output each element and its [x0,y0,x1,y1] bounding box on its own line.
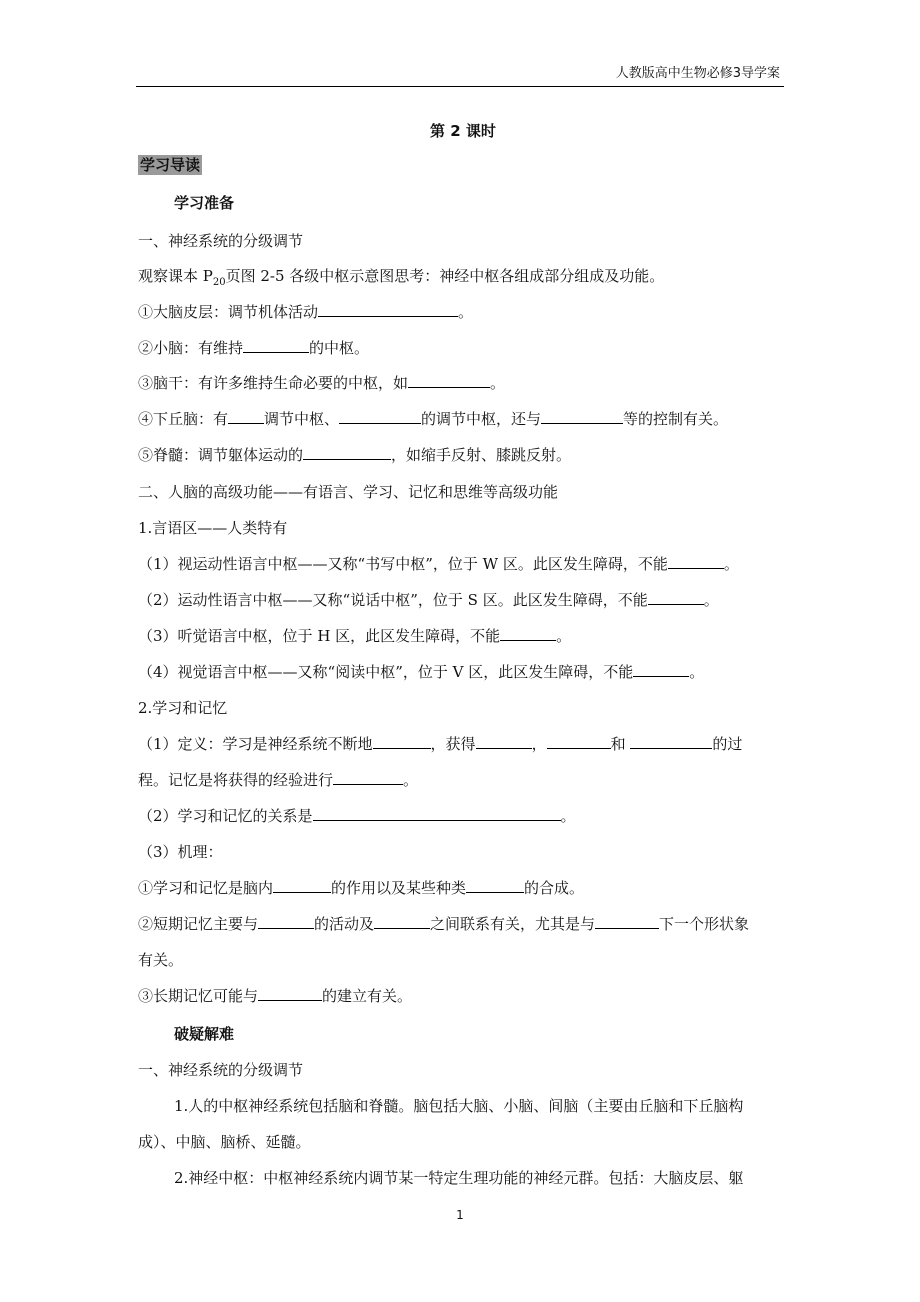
header-title: 人教版高中生物必修3导学案 [615,66,780,81]
fill-blank[interactable] [318,302,458,317]
item-cerebral-cortex [138,302,473,322]
mechanism-item-2 [138,914,749,934]
item-text: ③脑干：有许多维持生命必要的中枢，如 [138,374,409,392]
item-text: （2）运动性语言中枢——又称“说话中枢”，位于 S 区。此区发生障碍，不能 [138,591,648,609]
fill-blank[interactable] [476,734,532,749]
speech-h-area [138,626,571,646]
item-text: 程。记忆是将获得的经验进行 [138,771,334,789]
part3-heading: 一、神经系统的分级调节 [138,1061,304,1079]
fill-blank[interactable] [466,878,524,893]
item-text: 之间联系有关，尤其是与 [430,915,596,933]
item-text: ，如缩手反射、膝跳反射。 [391,446,572,464]
mechanism-heading: （3）机理： [138,843,223,861]
item-text: ⑤脊髓：调节躯体运动的 [138,446,304,464]
item-text: 。 [458,303,474,321]
part3-para1-line2: 成）、中脑、脑桥、延髓。 [138,1133,311,1151]
part1-intro [138,266,664,293]
item-text: 的过 [712,735,743,753]
part3-para2: 2.神经中枢：中枢神经系统内调节某一特定生理功能的神经元群。包括：大脑皮层、躯 [174,1169,744,1187]
item-brainstem [138,373,505,393]
learning-memory-heading: 2.学习和记忆 [138,699,228,717]
item-text: ， [531,735,547,753]
item-text: 下一个形状象 [659,915,750,933]
prep-heading: 学习准备 [174,194,235,212]
item-text: （3）听觉语言中枢，位于 H 区，此区发生障碍，不能 [138,627,501,645]
fill-blank[interactable] [648,590,704,605]
item-text: 和 [610,735,631,753]
item-text: ①学习和记忆是脑内 [138,879,274,897]
item-text: 。 [490,374,506,392]
item-cerebellum [138,338,369,358]
speech-w-area [138,554,739,574]
item-text: 的作用以及某些种类 [331,879,467,897]
fill-blank[interactable] [668,554,724,569]
item-text: （4）视觉语言中枢——又称“阅读中枢”，位于 V 区，此区发生障碍，不能 [138,663,634,681]
item-text: （2）学习和记忆的关系是 [138,807,313,825]
intro-text-b: 页图 2-5 各级中枢示意图思考：神经中枢各组成部分组成及功能。 [225,267,665,285]
item-text: （1）定义：学习是神经系统不断地 [138,735,373,753]
item-text: ②短期记忆主要与 [138,915,259,933]
fill-blank[interactable] [630,734,712,749]
item-text: 。 [403,771,419,789]
definition-line-1 [138,734,742,754]
difficulty-heading: 破疑解难 [174,1025,235,1043]
lesson-title: 第 2 课时 [430,122,496,140]
definition-line-2 [138,770,418,790]
fill-blank[interactable] [303,445,391,460]
item-spinal-cord [138,445,571,465]
intro-text-a: 观察课本 P [138,267,213,285]
item-text: 的调节中枢，还与 [421,410,542,428]
fill-blank[interactable] [547,734,611,749]
mechanism-item-3 [138,986,412,1006]
fill-blank[interactable] [258,914,314,929]
item-text: ③长期记忆可能与 [138,987,259,1005]
section-tag-label: 学习导读 [140,156,201,174]
item-text: 的建立有关。 [322,987,413,1005]
item-text: 调节中枢、 [264,410,340,428]
fill-blank[interactable] [374,914,430,929]
fill-blank[interactable] [243,338,309,353]
item-hypothalamus [138,409,728,429]
item-text: ②小脑：有维持 [138,339,244,357]
header-rule [136,86,784,87]
item-text: 。 [703,591,719,609]
item-text: 的合成。 [524,879,585,897]
item-text: 。 [723,555,739,573]
section-tag [138,155,202,175]
mechanism-item-2-cont: 有关。 [138,951,184,969]
fill-blank[interactable] [633,662,689,677]
item-text: ④下丘脑：有 [138,410,229,428]
fill-blank[interactable] [500,626,556,641]
item-text: 等的控制有关。 [623,410,729,428]
intro-subscript: 20 [212,277,226,288]
fill-blank[interactable] [258,986,322,1001]
speech-v-area [138,662,704,682]
fill-blank[interactable] [333,770,403,785]
speech-s-area [138,590,719,610]
item-text: 。 [556,627,572,645]
fill-blank[interactable] [373,734,431,749]
fill-blank[interactable] [408,373,490,388]
part3-para1-line1: 1.人的中枢神经系统包括脑和脊髓。脑包括大脑、小脑、间脑（主要由丘脑和下丘脑构 [174,1097,744,1115]
mechanism-item-1 [138,878,584,898]
fill-blank[interactable] [595,914,659,929]
item-text: 。 [689,663,705,681]
fill-blank[interactable] [339,409,421,424]
fill-blank[interactable] [273,878,331,893]
relationship-line [138,806,576,826]
fill-blank[interactable] [541,409,623,424]
item-text: 。 [560,807,576,825]
item-text: 的中枢。 [309,339,370,357]
item-text: 的活动及 [314,915,375,933]
item-text: ，获得 [430,735,476,753]
part1-heading: 一、神经系统的分级调节 [138,232,304,250]
item-text: ①大脑皮层：调节机体活动 [138,303,319,321]
page-number: 1 [456,1208,464,1222]
fill-blank[interactable] [313,806,561,821]
part2-heading: 二、人脑的高级功能——有语言、学习、记忆和思维等高级功能 [138,483,559,501]
item-text: （1）视运动性语言中枢——又称“书写中枢”，位于 W 区。此区发生障碍，不能 [138,555,668,573]
speech-area-heading: 1.言语区——人类特有 [138,519,288,537]
fill-blank[interactable] [228,409,264,424]
